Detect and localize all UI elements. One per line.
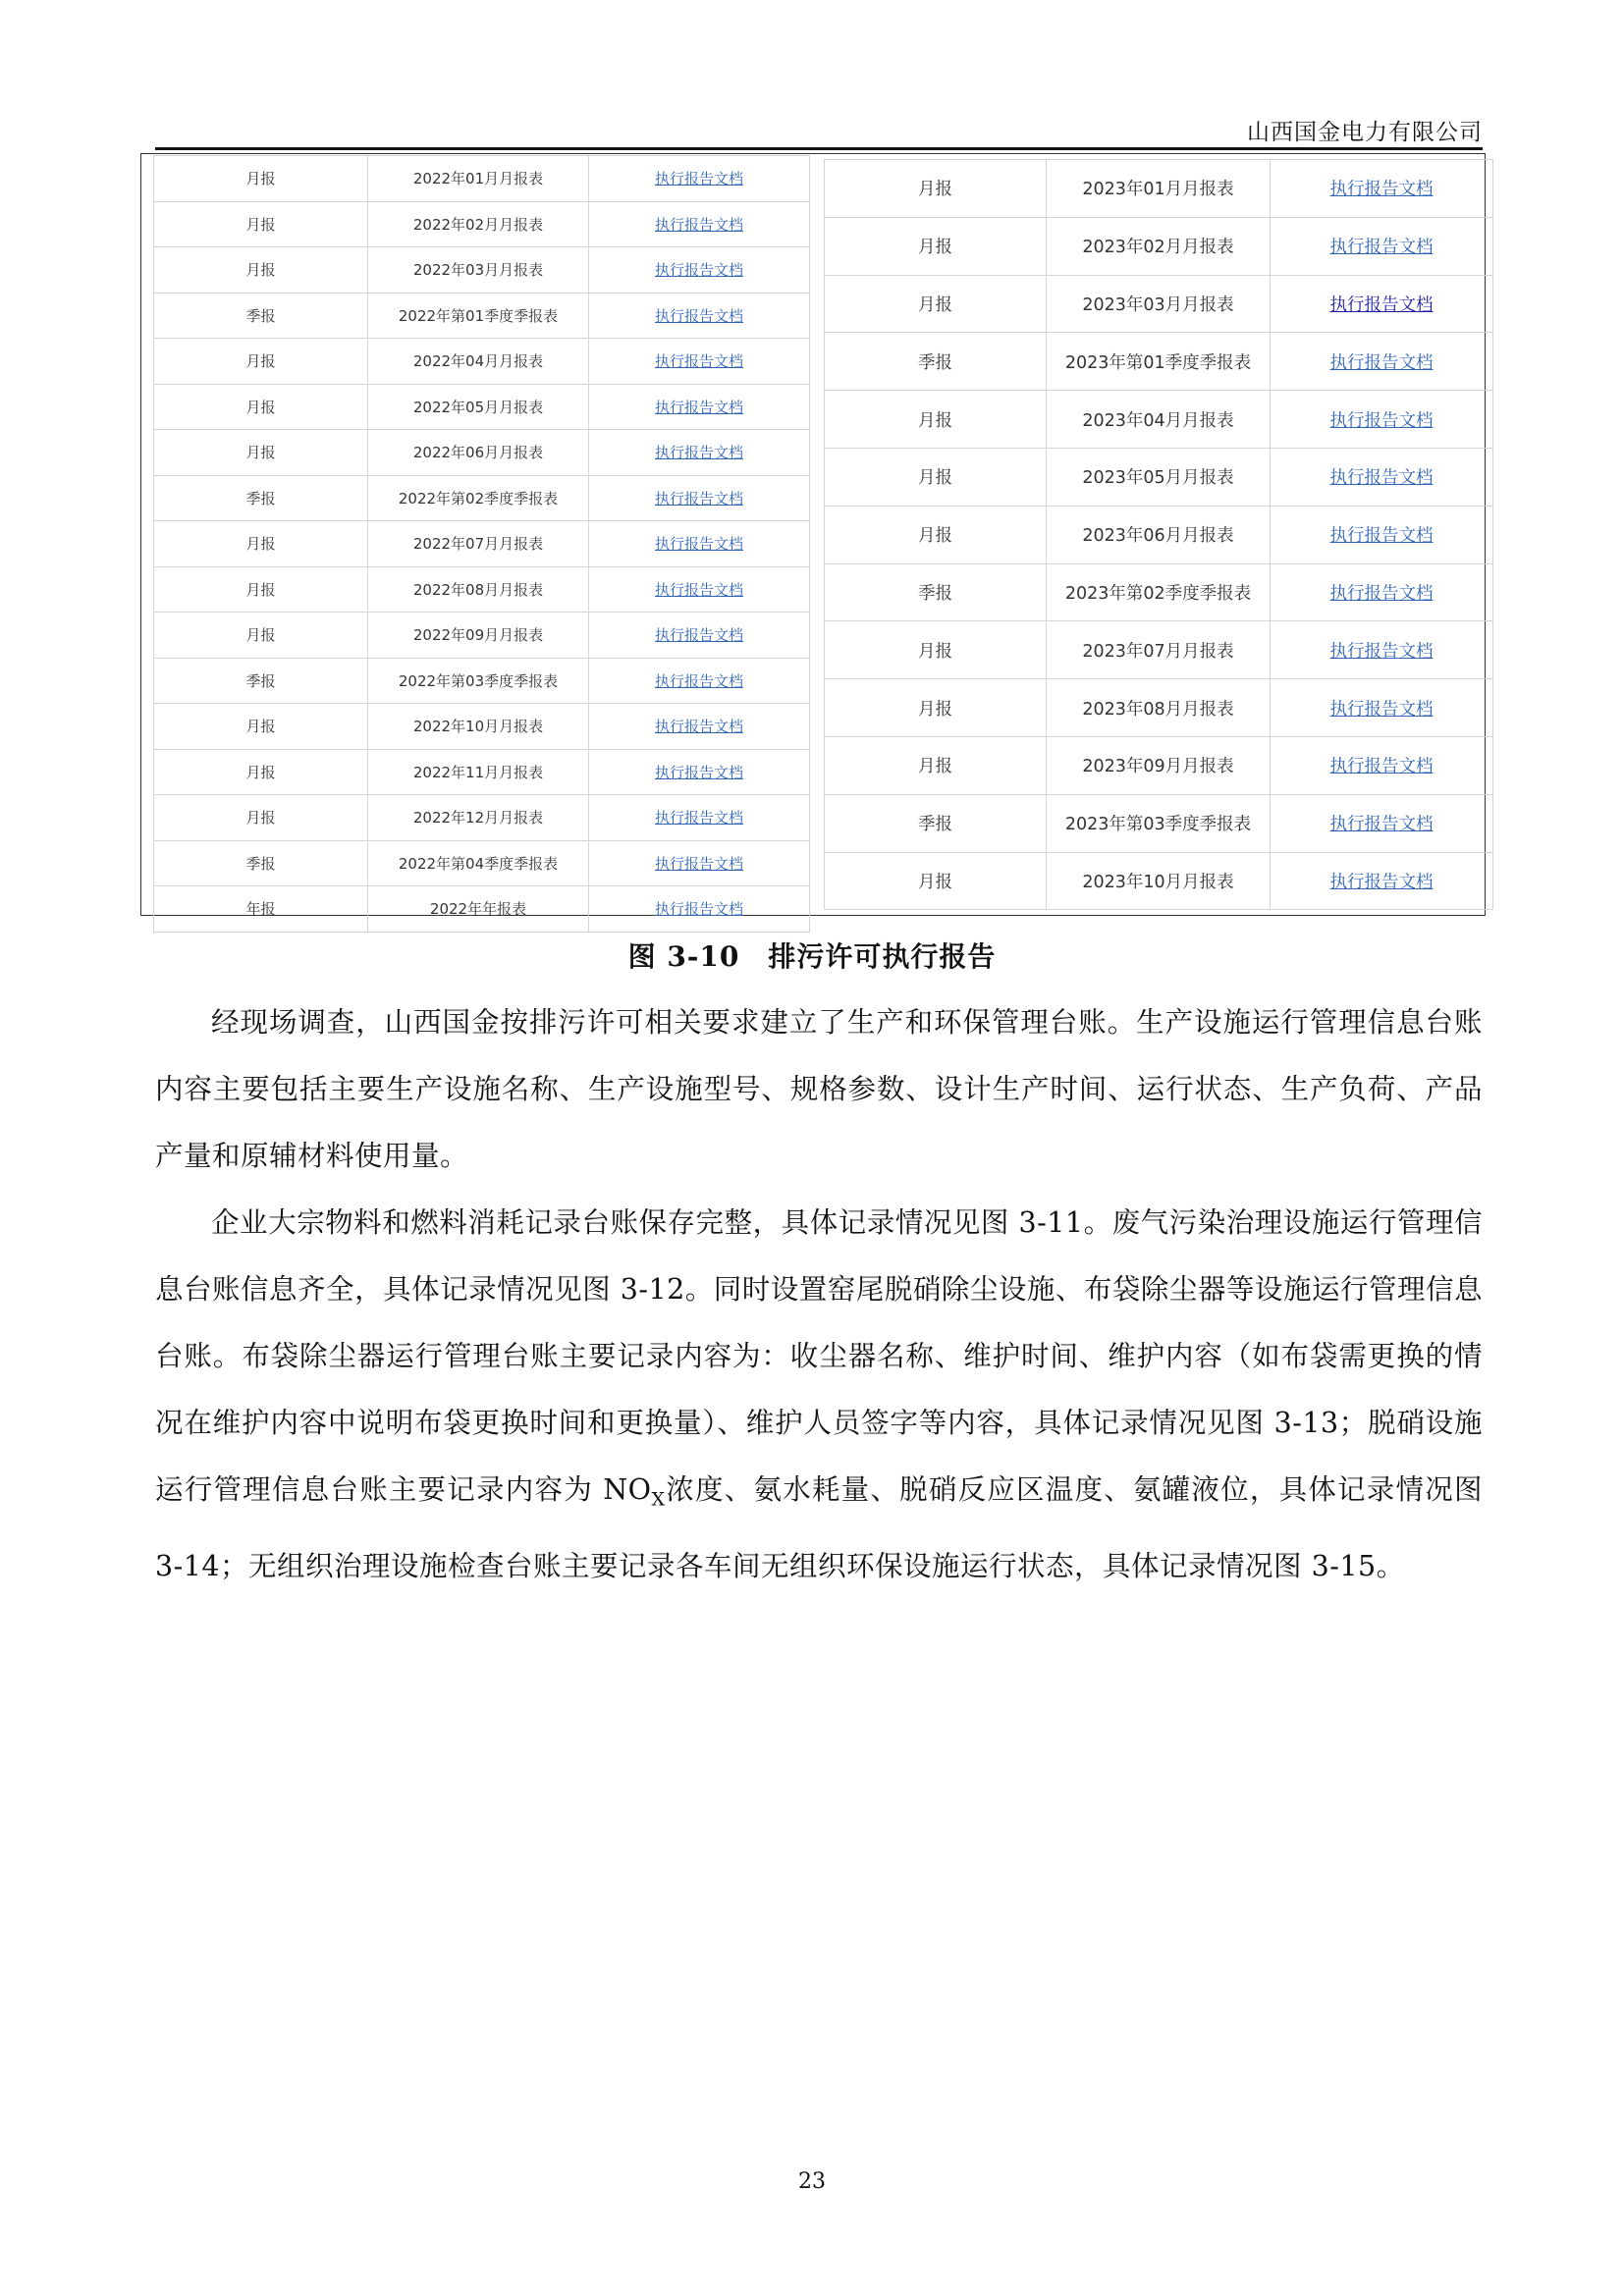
- report-type-cell: 月报: [154, 339, 368, 385]
- report-type-cell: 月报: [154, 521, 368, 567]
- table-row: [154, 704, 810, 750]
- report-link-cell: [589, 293, 810, 339]
- report-type-cell: 月报: [154, 566, 368, 613]
- table-row: [154, 247, 810, 294]
- report-type-cell: 季报: [825, 563, 1047, 621]
- report-panel-2022: [153, 155, 809, 933]
- report-link-cell: [1271, 217, 1493, 275]
- report-name-cell: 2023年03月月报表: [1047, 275, 1271, 333]
- report-name-cell: 2022年年报表: [368, 886, 589, 933]
- report-name-cell: 2023年05月月报表: [1047, 448, 1271, 506]
- table-row: [825, 794, 1493, 852]
- report-link-cell: [589, 430, 810, 476]
- report-panel-2023: [824, 159, 1492, 910]
- report-document-link[interactable]: 执行报告文档: [654, 763, 743, 781]
- report-name-cell: 2022年02月月报表: [368, 201, 589, 247]
- report-link-cell: [1271, 333, 1493, 391]
- report-type-cell: 季报: [825, 333, 1047, 391]
- report-table-2023: [824, 159, 1493, 910]
- report-link-cell: [1271, 275, 1493, 333]
- table-row: [825, 217, 1493, 275]
- report-type-cell: 季报: [154, 475, 368, 521]
- table-row: [154, 475, 810, 521]
- report-document-link[interactable]: 执行报告文档: [1329, 526, 1434, 547]
- report-type-cell: 月报: [154, 156, 368, 202]
- figure-caption: 图 3-10 排污许可执行报告: [627, 940, 997, 973]
- report-link-cell: [589, 521, 810, 567]
- report-document-link[interactable]: 执行报告文档: [1329, 352, 1434, 373]
- report-type-cell: 季报: [154, 293, 368, 339]
- report-name-cell: 2022年第04季度季报表: [368, 840, 589, 886]
- report-name-cell: 2022年01月月报表: [368, 156, 589, 202]
- report-link-cell: [1271, 160, 1493, 218]
- paragraph-2-text: [155, 1190, 1483, 1600]
- paragraph-1-text: 经现场调查，山西国金按排污许可相关要求建立了生产和环保管理台账。生产设施运行管理信息台账内容主要包括主要生产设施名称、生产设施型号、规格参数、设计生产时间、运行状态、生产负荷、产品产量和原辅材料使用量。: [155, 1006, 1483, 1172]
- report-name-cell: 2023年第01季度季报表: [1047, 333, 1271, 391]
- report-document-link[interactable]: 执行报告文档: [1329, 815, 1434, 835]
- report-type-cell: 月报: [825, 275, 1047, 333]
- report-name-cell: 2023年02月月报表: [1047, 217, 1271, 275]
- report-name-cell: 2022年11月月报表: [368, 749, 589, 795]
- report-document-link[interactable]: 执行报告文档: [654, 444, 743, 462]
- table-row: [154, 886, 810, 933]
- report-link-cell: [1271, 679, 1493, 737]
- report-name-cell: 2022年10月月报表: [368, 704, 589, 750]
- report-link-cell: [589, 247, 810, 294]
- report-type-cell: 月报: [825, 217, 1047, 275]
- report-type-cell: 季报: [825, 794, 1047, 852]
- report-type-cell: 月报: [825, 852, 1047, 910]
- report-type-cell: 月报: [154, 704, 368, 750]
- table-row: [154, 156, 810, 202]
- paragraph-2-part-1: 企业大宗物料和燃料消耗记录台账保存完整，具体记录情况见图 3-11。废气污染治理设施运行管理信息台账信息齐全，具体记录情况见图 3-12。同时设置窑尾脱硝除尘设施、布袋除尘器等设施运行管理信息台账。布袋除尘器运行管理台账主要记录内容为：收尘器名称、维护时间、维护内容（如布袋需更换的情况在维护内容中说明布袋更换时间和更换量）、维护人员签字等内容，具体记录情况见图 3-13；脱硝设施运行管理信息台账主要记录内容为 NO: [155, 1206, 1483, 1506]
- report-name-cell: 2022年第03季度季报表: [368, 658, 589, 704]
- report-link-cell: [1271, 736, 1493, 794]
- report-document-link[interactable]: 执行报告文档: [654, 398, 743, 416]
- table-row: [154, 339, 810, 385]
- report-type-cell: 月报: [154, 430, 368, 476]
- report-link-cell: [589, 749, 810, 795]
- table-row: [154, 430, 810, 476]
- report-type-cell: 季报: [154, 840, 368, 886]
- report-link-cell: [589, 339, 810, 385]
- report-link-cell: [589, 156, 810, 202]
- report-type-cell: 月报: [825, 621, 1047, 679]
- table-row: [154, 521, 810, 567]
- table-row: [825, 563, 1493, 621]
- report-document-link[interactable]: 执行报告文档: [1329, 757, 1434, 777]
- report-document-link[interactable]: 执行报告文档: [1329, 294, 1434, 315]
- report-type-cell: 季报: [154, 658, 368, 704]
- report-name-cell: 2022年08月月报表: [368, 566, 589, 613]
- report-document-link[interactable]: 执行报告文档: [654, 718, 743, 736]
- report-document-link[interactable]: 执行报告文档: [654, 626, 743, 645]
- report-link-cell: [589, 704, 810, 750]
- table-row: [825, 679, 1493, 737]
- report-document-link[interactable]: 执行报告文档: [654, 170, 743, 188]
- report-type-cell: 月报: [154, 749, 368, 795]
- table-row: [825, 621, 1493, 679]
- report-link-cell: [589, 201, 810, 247]
- report-link-cell: [589, 566, 810, 613]
- report-link-cell: [1271, 506, 1493, 563]
- report-link-cell: [1271, 563, 1493, 621]
- report-type-cell: 月报: [154, 201, 368, 247]
- report-name-cell: 2023年第03季度季报表: [1047, 794, 1271, 852]
- report-link-cell: [589, 795, 810, 841]
- table-row: [154, 384, 810, 430]
- report-name-cell: 2023年04月月报表: [1047, 391, 1271, 449]
- header-rule-thick: [155, 147, 1483, 150]
- report-name-cell: 2023年01月月报表: [1047, 160, 1271, 218]
- report-table-2022: [153, 155, 810, 933]
- report-link-cell: [589, 384, 810, 430]
- report-name-cell: 2023年09月月报表: [1047, 736, 1271, 794]
- report-document-link[interactable]: 执行报告文档: [654, 535, 743, 554]
- body-paragraph-1: [155, 989, 1483, 1190]
- report-name-cell: 2022年第01季度季报表: [368, 293, 589, 339]
- table-row: [825, 852, 1493, 910]
- report-document-link[interactable]: 执行报告文档: [654, 854, 743, 873]
- table-row: [154, 613, 810, 659]
- report-name-cell: 2022年12月月报表: [368, 795, 589, 841]
- report-name-cell: 2022年05月月报表: [368, 384, 589, 430]
- report-type-cell: 月报: [825, 448, 1047, 506]
- report-link-cell: [589, 886, 810, 933]
- report-type-cell: 月报: [154, 247, 368, 294]
- table-row: [825, 275, 1493, 333]
- report-name-cell: 2022年03月月报表: [368, 247, 589, 294]
- report-link-cell: [589, 475, 810, 521]
- report-document-link[interactable]: 执行报告文档: [1329, 180, 1434, 200]
- report-document-link[interactable]: 执行报告文档: [1329, 641, 1434, 662]
- report-name-cell: 2022年06月月报表: [368, 430, 589, 476]
- table-row: [825, 736, 1493, 794]
- report-link-cell: [589, 613, 810, 659]
- table-row: [825, 448, 1493, 506]
- report-name-cell: 2023年06月月报表: [1047, 506, 1271, 563]
- report-document-link[interactable]: 执行报告文档: [654, 215, 743, 234]
- table-row: [825, 333, 1493, 391]
- report-type-cell: 月报: [154, 613, 368, 659]
- table-row: [154, 795, 810, 841]
- nox-subscript: X: [651, 1488, 666, 1511]
- report-document-link[interactable]: 执行报告文档: [654, 306, 743, 325]
- report-type-cell: 月报: [825, 160, 1047, 218]
- report-document-link[interactable]: 执行报告文档: [654, 352, 743, 371]
- report-link-cell: [1271, 448, 1493, 506]
- report-name-cell: 2023年08月月报表: [1047, 679, 1271, 737]
- report-name-cell: 2023年07月月报表: [1047, 621, 1271, 679]
- report-type-cell: 月报: [825, 679, 1047, 737]
- table-row: [154, 201, 810, 247]
- report-link-cell: [1271, 794, 1493, 852]
- table-row: [154, 566, 810, 613]
- report-link-cell: [1271, 391, 1493, 449]
- report-link-cell: [589, 658, 810, 704]
- report-type-cell: 年报: [154, 886, 368, 933]
- report-type-cell: 月报: [825, 391, 1047, 449]
- paragraph-2-part-2: 浓度、氨水耗量、脱硝反应区温度、氨罐液位，具体记录情况图 3-14；无组织治理设施检查台账主要记录各车间无组织环保设施运行状态，具体记录情况图 3-15。: [155, 1473, 1483, 1582]
- body-paragraph-2: [155, 1190, 1483, 1600]
- page-header-organization: 山西国金电力有限公司: [1247, 120, 1483, 145]
- table-row: [825, 160, 1493, 218]
- table-row: [825, 506, 1493, 563]
- table-row: [154, 840, 810, 886]
- report-document-link[interactable]: 执行报告文档: [654, 671, 743, 690]
- table-row: [154, 658, 810, 704]
- report-document-link[interactable]: 执行报告文档: [1329, 468, 1434, 489]
- report-type-cell: 月报: [825, 736, 1047, 794]
- report-document-link[interactable]: 执行报告文档: [654, 809, 743, 828]
- report-document-link[interactable]: 执行报告文档: [654, 489, 743, 507]
- report-type-cell: 月报: [154, 795, 368, 841]
- table-row: [154, 749, 810, 795]
- table-row: [825, 391, 1493, 449]
- report-name-cell: 2022年04月月报表: [368, 339, 589, 385]
- report-document-link[interactable]: 执行报告文档: [654, 261, 743, 280]
- report-name-cell: 2022年第02季度季报表: [368, 475, 589, 521]
- report-name-cell: 2022年07月月报表: [368, 521, 589, 567]
- report-document-link[interactable]: 执行报告文档: [1329, 238, 1434, 258]
- report-document-link[interactable]: 执行报告文档: [1329, 699, 1434, 720]
- report-name-cell: 2023年第02季度季报表: [1047, 563, 1271, 621]
- report-link-cell: [589, 840, 810, 886]
- report-document-link[interactable]: 执行报告文档: [654, 900, 743, 919]
- report-document-link[interactable]: 执行报告文档: [654, 580, 743, 599]
- report-type-cell: 月报: [154, 384, 368, 430]
- page-number: 23: [798, 2169, 826, 2194]
- report-document-link[interactable]: 执行报告文档: [1329, 583, 1434, 604]
- report-type-cell: 月报: [825, 506, 1047, 563]
- report-name-cell: 2022年09月月报表: [368, 613, 589, 659]
- report-name-cell: 2023年10月月报表: [1047, 852, 1271, 910]
- report-document-link[interactable]: 执行报告文档: [1329, 410, 1434, 431]
- report-document-link[interactable]: 执行报告文档: [1329, 872, 1434, 892]
- report-link-cell: [1271, 852, 1493, 910]
- report-link-cell: [1271, 621, 1493, 679]
- table-row: [154, 293, 810, 339]
